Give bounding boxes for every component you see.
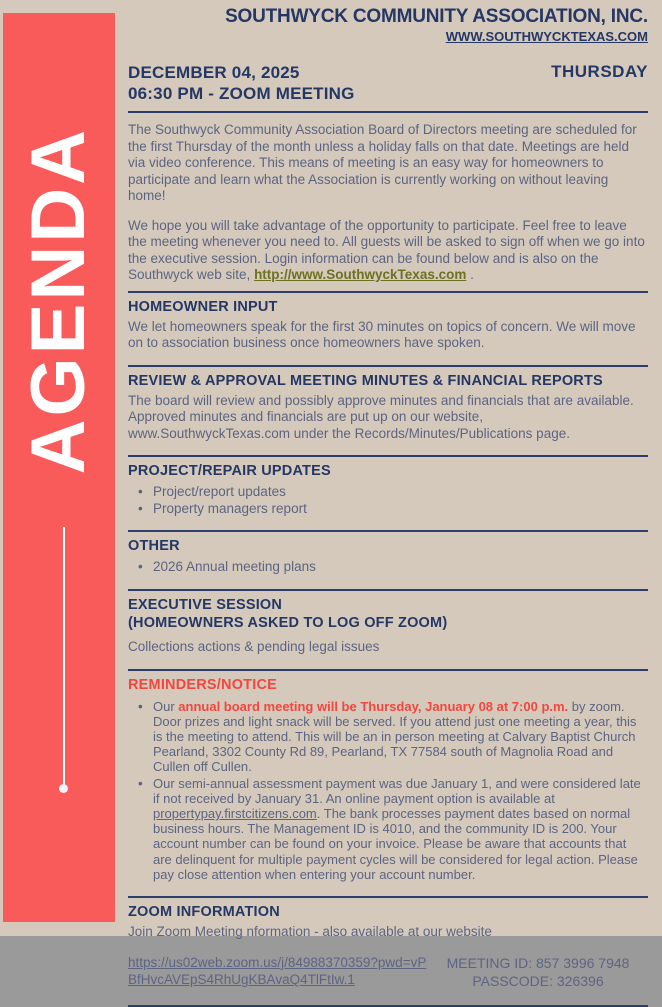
section-executive-session [128,591,648,662]
meeting-date-bar [128,62,648,105]
list-item [138,484,648,500]
reminders-list [128,699,648,882]
agenda-banner-text-wrap [3,91,115,511]
zoom-information-heading: ZOOM INFORMATION [128,904,280,921]
reminder2-pre: Our semi-annual assessment payment was due January 1, and were considered late if not received by January 31. An online payment option is available at [153,775,641,806]
zoom-information-subtext: Join Zoom Meeting nformation - also available at our website [128,924,492,940]
document-header [128,6,648,46]
banner-decorative-line [63,527,65,785]
section-review-approval [128,367,648,449]
content-column [128,6,648,1007]
zoom-meeting-id: MEETING ID: 857 3996 7948 [446,954,630,971]
zoom-meeting-link[interactable]: https://us02web.zoom.us/j/84988370359?pwd=vPBfHvcAVEpS4RhUgKBAvaQ4TlFtIw.1 [128,954,427,988]
reminder2-rest: . The bank processes payment dates based on normal business hours. The Management ID is 4010, and the community ID is 200. Your account number can be found on your invoice. Please be aware that accounts that are delinquent for multiple payment cycles will be considered for legal action. Please pay close attention when entering your account number. [153,806,638,882]
executive-session-heading [128,596,648,632]
list-item [138,501,648,517]
banner-decorative-dot [59,784,68,793]
intro-paragraph-1: The Southwyck Community Association Board of Directors meeting are scheduled for the first Thursday of the month unless a holiday falls on that date. Meetings are held via video conference. This means of meeting is an easy way for homeowners to participate and learn what the Association is currently working on without leaving home! [128,122,637,204]
section-zoom-information [128,898,648,996]
association-title: SOUTHWYCK COMMUNITY ASSOCIATION, INC. [225,6,648,27]
agenda-vertical-title: AGENDA [16,127,101,475]
review-approval-body: The board will review and possibly approve minutes and financials that are available. Approved minutes and financials are put up on our website, www.SouthwyckTexas.com under the Records/Minutes/Publications page. [128,392,634,441]
executive-session-body: Collections actions & pending legal issues [128,639,380,655]
reminder1-rest: by zoom. Door prizes and light snack will be served. If you attend just one meeting a year, this is the meeting to attend. This will be an in person meeting at Calvary Baptist Church Pearland, 3302 County Rd 89, Pearland, TX 77584 south of Magnolia Road and Cullen off Cullen. [153,698,637,775]
intro-paragraph-2-end: . [466,267,474,283]
list-item [138,559,648,575]
project-updates-list [128,484,648,517]
meeting-time: 06:30 PM - ZOOM MEETING [128,84,355,104]
section-homeowner-input [128,293,648,358]
meeting-date: DECEMBER 04, 2025 [128,62,300,82]
intro-paragraph-2 [128,218,648,284]
meeting-day: THURSDAY [551,61,648,81]
homeowner-input-body: We let homeowners speak for the first 30 minutes on topics of concern. We will move on to association business once homeowners have spoken. [128,318,636,351]
southwyck-website-link[interactable]: http://www.SouthwyckTexas.com [254,267,467,283]
list-item-text: 2026 Annual meeting plans [153,559,316,575]
divider [128,111,648,113]
propertypay-link[interactable]: propertypay.firstcitizens.com [153,806,317,822]
meeting-date-time [128,62,355,105]
zoom-passcode: PASSCODE: 326396 [472,972,604,989]
reminders-heading: REMINDERS/NOTICE [128,676,278,693]
homeowner-input-heading: HOMEOWNER INPUT [128,298,278,315]
intro-paragraph-2-text: We hope you will take advantage of the opportunity to participate. Feel free to leave the meeting whenever you need to. All guests will be asked to sign off when we go into the executive session. Login information can be found below and is also on the Southwyck web site, [128,217,645,283]
list-item-text: Project/report updates [153,484,286,500]
review-approval-heading: REVIEW & APPROVAL MEETING MINUTES & FINANCIAL REPORTS [128,372,603,389]
list-item [138,699,648,775]
project-updates-heading: PROJECT/REPAIR UPDATES [128,463,331,480]
reminder1-highlight: annual board meeting will be Thursday, January 08 at 7:00 p.m. [178,698,569,714]
zoom-details-row [128,954,648,990]
zoom-credentials [428,954,648,990]
section-project-updates [128,457,648,523]
section-other [128,532,648,582]
list-item-text: Property managers report [153,500,307,516]
agenda-banner [3,13,115,922]
reminder1-pre: Our [153,698,179,714]
executive-session-heading-line1: EXECUTIVE SESSION [128,596,283,613]
other-list [128,559,648,575]
executive-session-heading-line2: (HOMEOWNERS ASKED TO LOG OFF ZOOM) [128,614,448,631]
other-heading: OTHER [128,538,180,555]
list-item [138,776,648,882]
section-reminders [128,671,648,890]
association-website-link[interactable]: WWW.SOUTHWYCKTEXAS.COM [445,28,648,44]
